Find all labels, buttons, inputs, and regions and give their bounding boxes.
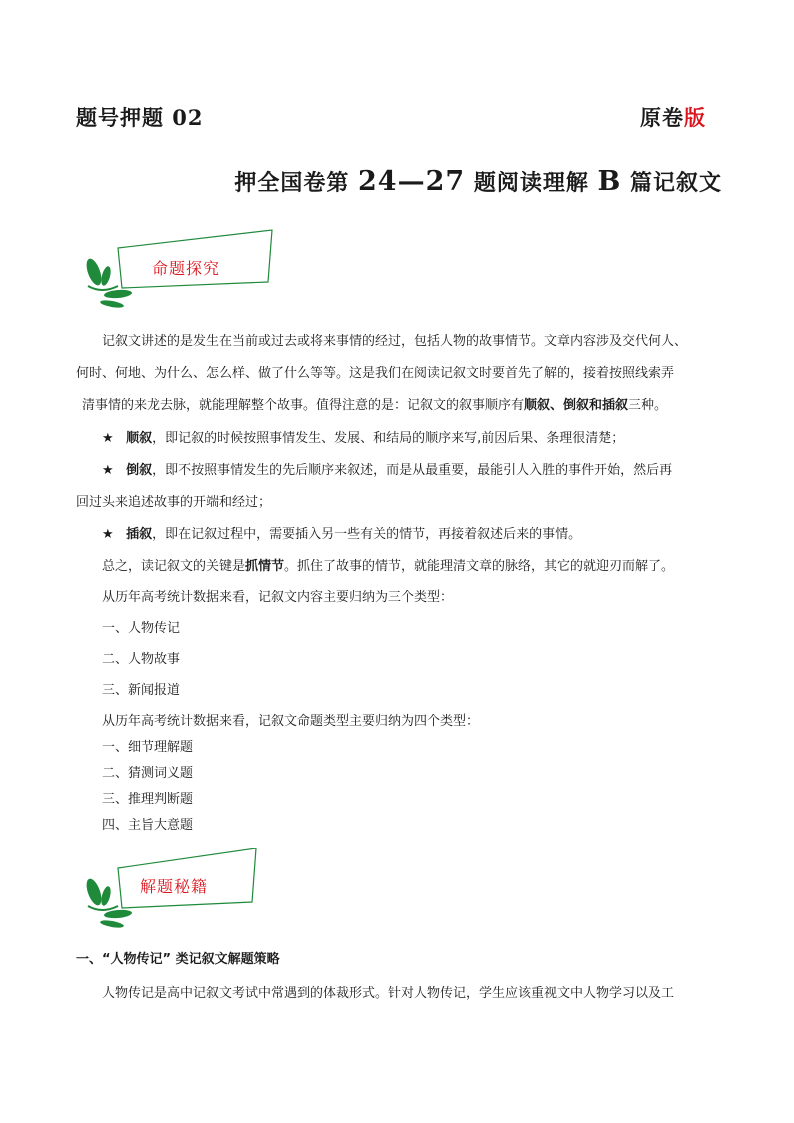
star-icon: ★ [102,431,114,446]
bullet-item [76,427,624,446]
subtitle-part-2: 题阅读理解 [465,170,598,196]
list-item: 二、猜测词义题 [102,766,194,781]
header-right-red: 版 [684,105,706,130]
summary-a: 总之，读记叙文的关键是 [102,559,246,574]
section-banner-label: 解题秘籍 [140,877,209,896]
header-right-black: 原卷 [640,105,684,130]
strategy-text: 人物传记是高中记叙文考试中常遇到的体裁形式。针对人物传记，学生应该重视文中人物学习以及工 [102,986,675,1001]
subtitle-part-1: 押全国卷第 [234,170,359,196]
intro-line-3-a: 清事情的来龙去脉，就能理解整个故事。值得注意的是：记叙文的叙事顺序有 [82,398,525,413]
page-subtitle [234,166,722,197]
list-item: 三、推理判断题 [102,792,194,807]
summary-line [76,555,674,574]
list-item: 三、新闻报道 [102,683,181,698]
bullet-term: 倒叙 [126,463,153,478]
subtitle-letter: B [597,166,622,197]
narrative-orders: 顺叙、倒叙和插叙 [524,398,629,413]
bullet-item [76,459,672,478]
header-left-title: 题号押题 02 [76,105,204,130]
intro-line-3-c: 三种。 [628,398,668,413]
subtitle-number: 24—27 [358,166,466,197]
summary-key: 抓情节 [245,559,285,574]
list-item: 一、人物传记 [102,621,181,636]
list-item: 四、主旨大意题 [102,818,194,833]
strategy-heading: 一、“人物传记” 类记叙文解题策略 [76,952,280,967]
intro-line-1: 记叙文讲述的是发生在当前或过去或将来事情的经过，包括人物的故事情节。文章内容涉及交代何人、 [102,334,688,349]
bullet-term: 插叙 [126,527,153,542]
bullet-item [76,523,581,542]
subtitle-part-3: 篇记叙文 [621,170,722,196]
section-banner-research [78,228,278,308]
list-item: 一、细节理解题 [102,740,194,755]
bullet-term: 顺叙 [126,431,153,446]
bullet-text: ，即不按照事情发生的先后顺序来叙述，而是从最重要，最能引人入胜的事件开始，然后再 [152,463,673,478]
section-banner-tips [78,848,278,928]
content-types-intro: 从历年高考统计数据来看，记叙文内容主要归纳为三个类型： [102,590,454,605]
intro-line-3 [82,394,667,413]
star-icon: ★ [102,463,114,478]
list-item: 二、人物故事 [102,652,181,667]
summary-c: 。抓住了故事的情节，就能理清文章的脉络，其它的就迎刃而解了。 [284,559,675,574]
intro-line-2: 何时、何地、为什么、怎么样、做了什么等等。这是我们在阅读记叙文时要首先了解的，接着按照线索弄 [76,366,675,381]
header-right-title [640,102,706,132]
bullet-text: ，即在记叙过程中，需要插入另一些有关的情节，再接着叙述后来的事情。 [152,527,582,542]
bullet-continuation: 回过头来追述故事的开端和经过； [76,495,272,510]
star-icon: ★ [102,527,114,542]
bullet-text: ，即记叙的时候按照事情发生、发展、和结局的顺序来写,前因后果、条理很清楚； [152,431,625,446]
section-banner-label: 命题探究 [152,259,221,278]
question-types-intro: 从历年高考统计数据来看，记叙文命题类型主要归纳为四个类型： [102,714,480,729]
